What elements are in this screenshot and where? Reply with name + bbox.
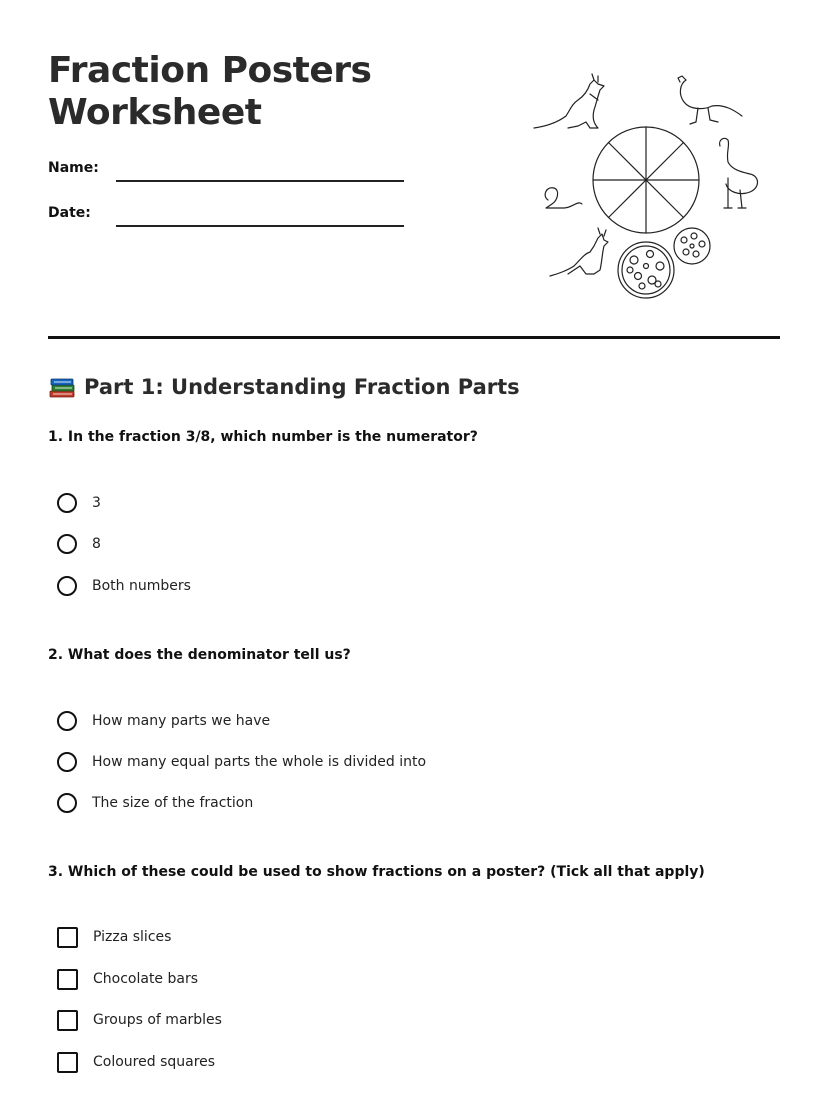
- checkbox[interactable]: [57, 1010, 78, 1031]
- checkbox[interactable]: [57, 969, 78, 990]
- question-1: 1. In the fraction 3/8, which number is the numerator?: [48, 429, 478, 445]
- option-label: How many equal parts the whole is divided into: [92, 754, 427, 770]
- q3-option-2[interactable]: [57, 967, 198, 991]
- option-label: Both numbers: [92, 578, 191, 594]
- question-3: 3. Which of these could be used to show fractions on a poster? (Tick all that apply): [48, 864, 705, 880]
- option-label: Groups of marbles: [93, 1012, 222, 1028]
- option-label: The size of the fraction: [92, 795, 254, 811]
- date-label: Date:: [48, 205, 91, 221]
- option-label: 8: [92, 536, 101, 552]
- q3-option-3[interactable]: [57, 1008, 222, 1032]
- option-label: Pizza slices: [93, 929, 172, 945]
- fraction-animals-pizza-illustration: [528, 70, 778, 305]
- name-label: Name:: [48, 160, 99, 176]
- option-label: Coloured squares: [93, 1054, 216, 1070]
- option-label: How many parts we have: [92, 713, 271, 729]
- q1-option-3[interactable]: [57, 574, 191, 598]
- title-line-1: Fraction Posters: [48, 50, 372, 91]
- radio-button[interactable]: [57, 493, 77, 513]
- header-divider: [48, 336, 780, 339]
- section-heading-text: Part 1: Understanding Fraction Parts: [84, 375, 520, 399]
- radio-button[interactable]: [57, 711, 77, 731]
- q1-option-2[interactable]: [57, 532, 101, 556]
- name-field-line[interactable]: [116, 180, 404, 182]
- q2-option-1[interactable]: [57, 709, 270, 733]
- q3-option-1[interactable]: [57, 925, 171, 949]
- radio-button[interactable]: [57, 793, 77, 813]
- q1-option-1[interactable]: [57, 491, 101, 515]
- checkbox[interactable]: [57, 927, 78, 948]
- section-heading: [48, 374, 520, 400]
- worksheet-title: [48, 50, 371, 134]
- option-label: 3: [92, 495, 101, 511]
- radio-button[interactable]: [57, 752, 77, 772]
- question-2: 2. What does the denominator tell us?: [48, 647, 351, 663]
- q2-option-3[interactable]: [57, 791, 253, 815]
- date-field-line[interactable]: [116, 225, 404, 227]
- q3-option-4[interactable]: [57, 1050, 215, 1074]
- option-label: Chocolate bars: [93, 971, 199, 987]
- title-line-2: Worksheet: [48, 92, 262, 133]
- q2-option-2[interactable]: [57, 750, 426, 774]
- radio-button[interactable]: [57, 534, 77, 554]
- radio-button[interactable]: [57, 576, 77, 596]
- books-icon: [48, 374, 76, 400]
- checkbox[interactable]: [57, 1052, 78, 1073]
